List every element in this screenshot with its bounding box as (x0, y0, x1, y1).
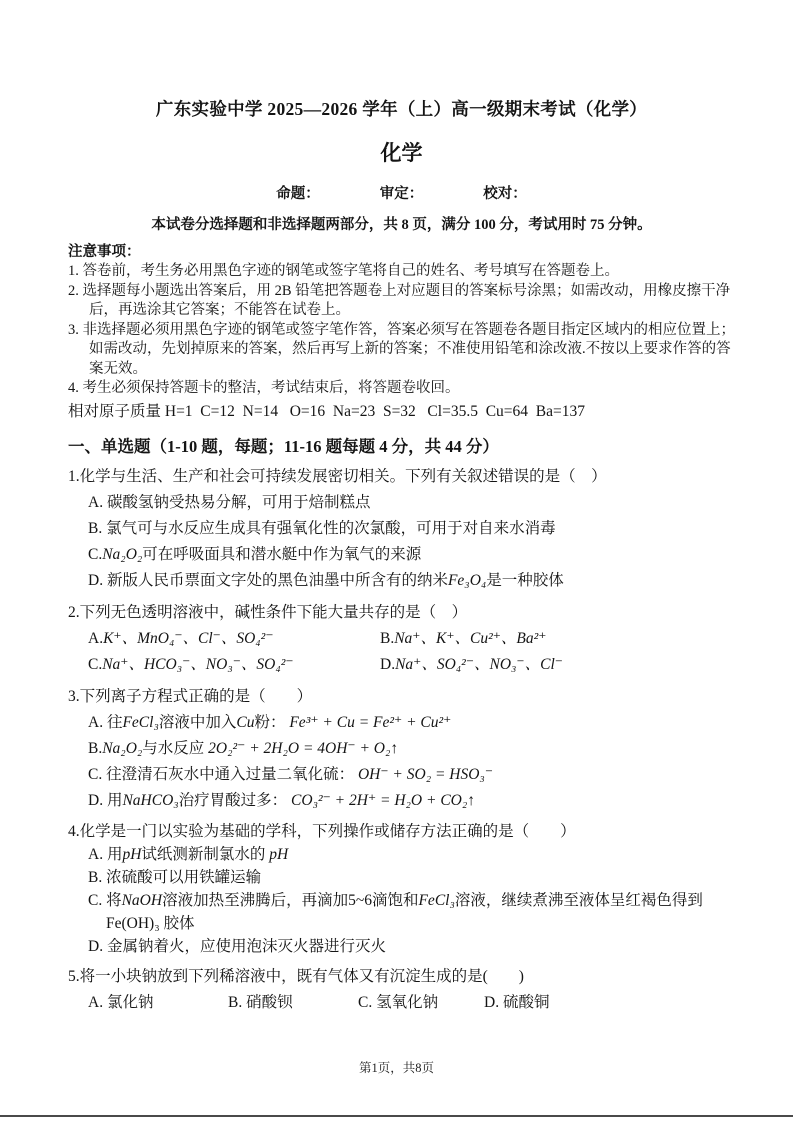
question-1 (68, 464, 735, 594)
question-3-stem: 3.下列离子方程式正确的是（ ） (68, 687, 313, 705)
notice-heading: 注意事项： (68, 244, 141, 260)
question-2-option-b: B.Na⁺、K⁺、Cu²⁺、Ba²⁺ (380, 629, 547, 647)
question-1-option-b: B. 氯气可与水反应生成具有强氧化性的次氯酸，可用于对自来水消毒 (88, 519, 556, 537)
notice-item-4: 4. 考生必须保持答题卡的整洁，考试结束后，将答题卷收回。 (68, 380, 460, 396)
role-reviewer-label: 审定： (379, 186, 424, 202)
notice-item-1: 1. 答卷前，考生务必用黑色字迹的钢笔或签字笔将自己的姓名、考号填写在答题卷上。 (68, 263, 619, 279)
question-5-option-b: B. 硝酸钡 (228, 993, 293, 1011)
question-5-option-c: C. 氢氧化钠 (358, 993, 439, 1011)
question-1-option-c: C.Na₂O₂可在呼吸面具和潜水艇中作为氧气的来源 (88, 545, 422, 563)
question-2-options-row-1 (68, 626, 735, 652)
question-3-option-b: B.Na₂O₂与水反应 2O₂²⁻ + 2H₂O = 4OH⁻ + O₂↑ (88, 739, 399, 757)
question-4-stem: 4.化学是一门以实验为基础的学科，下列操作或储存方法正确的是（ ） (68, 822, 576, 840)
question-3-option-a: A. 往FeCl₃溶液中加入Cu粉： Fe³⁺ + Cu = Fe²⁺ + Cu²⁺ (88, 713, 452, 731)
question-1-option-d: D. 新版人民币票面文字处的黑色油墨中所含有的纳米Fe₃O₄是一种胶体 (88, 571, 564, 589)
exam-description: 本试卷分选择题和非选择题两部分，共 8 页，满分 100 分，考试用时 75 分钟。 (151, 217, 652, 233)
page-bottom-divider (0, 1115, 793, 1117)
question-4-option-b: B. 浓硫酸可以用铁罐运输 (88, 868, 262, 886)
question-4 (68, 820, 735, 958)
question-1-stem: 1.化学与生活、生产和社会可持续发展密切相关。下列有关叙述错误的是（ ） (68, 467, 607, 485)
question-2-option-d: D.Na⁺、SO₄²⁻、NO₃⁻、Cl⁻ (380, 655, 563, 673)
subject-title: 化学 (380, 141, 423, 165)
question-3-option-c: C. 往澄清石灰水中通入过量二氧化硫： OH⁻ + SO₂ = HSO₃⁻ (88, 765, 493, 783)
atomic-masses-line: 相对原子质量 H=1 C=12 N=14 O=16 Na=23 S=32 Cl=35.5 Cu=64 Ba=137 (68, 402, 585, 420)
question-5-stem: 5.将一小块钠放到下列稀溶液中，既有气体又有沉淀生成的是( ) (68, 967, 524, 985)
role-setter-label: 命题： (276, 186, 320, 202)
question-4-option-d: D. 金属钠着火，应使用泡沫灭火器进行灭火 (88, 937, 386, 955)
question-3 (68, 684, 735, 814)
page-number-footer: 第1页，共8页 (358, 1061, 434, 1075)
question-5-options-row (68, 990, 735, 1016)
notice-item-2: 2. 选择题每小题选出答案后，用 2B 铅笔把答题卷上对应题目的答案标号涂黑；如需改动，用橡皮擦干净后，再选涂其它答案；不能答在试卷上。 (68, 282, 731, 318)
notice-item-3: 3. 非选择题必须用黑色字迹的钢笔或签字笔作答，答案必须写在答题卷各题目指定区域内的相应位置上；如需改动，先划掉原来的答案，然后再写上新的答案；不准使用铅笔和涂改液.不按以上要求作答的答案无效。 (68, 321, 735, 377)
roles-line (68, 182, 735, 203)
question-3-option-d: D. 用NaHCO₃治疗胃酸过多： CO₃²⁻ + 2H⁺ = H₂O + CO₂↑ (88, 791, 475, 809)
question-2-option-a: A.K⁺、MnO₄⁻、Cl⁻、SO₄²⁻ (88, 629, 274, 647)
question-2 (68, 600, 735, 678)
question-2-options-row-2 (68, 652, 735, 678)
exam-title: 广东实验中学 2025—2026 学年（上）高一级期末考试（化学） (155, 99, 648, 119)
section-heading-single-choice: 一、单选题（1-10 题，每题；11-16 题每题 4 分，共 44 分） (68, 436, 499, 456)
question-4-option-a: A. 用pH试纸测新制氯水的 pH (88, 845, 289, 863)
role-proofreader-label: 校对： (483, 186, 527, 202)
question-2-option-c: C.Na⁺、HCO₃⁻、NO₃⁻、SO₄²⁻ (88, 655, 294, 673)
question-5-option-d: D. 硫酸铜 (484, 993, 550, 1011)
question-4-option-c: C. 将NaOH溶液加热至沸腾后，再滴加5~6滴饱和FeCl₃溶液，继续煮沸至液体呈红褐色得到 Fe(OH)₃ 胶体 (88, 891, 703, 932)
question-5-option-a: A. 氯化钠 (88, 993, 154, 1011)
question-5 (68, 964, 735, 1016)
question-2-stem: 2.下列无色透明溶液中，碱性条件下能大量共存的是（ ） (68, 603, 468, 621)
question-1-option-a: A. 碳酸氢钠受热易分解，可用于焙制糕点 (88, 493, 371, 511)
